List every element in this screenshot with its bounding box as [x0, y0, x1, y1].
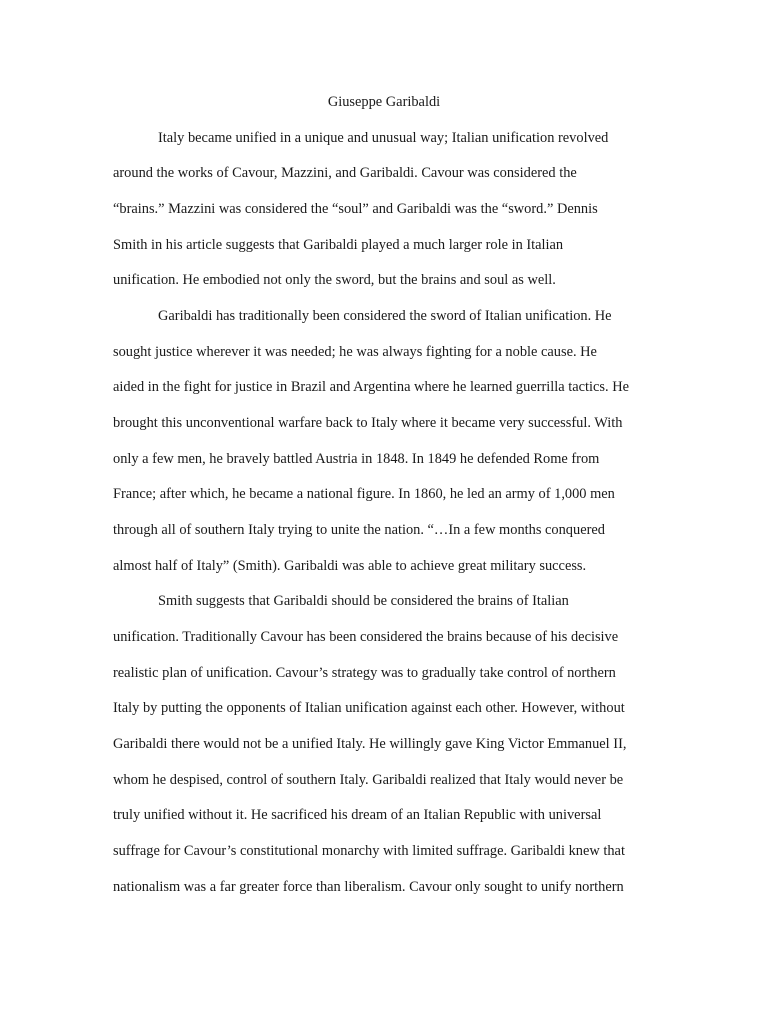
text-line: unification. He embodied not only the sword, but the brains and soul as well.: [113, 272, 556, 288]
text-line: Garibaldi there would not be a unified Italy. He willingly gave King Victor Emmanuel II,: [113, 736, 627, 752]
text-line: Italy became unified in a unique and unusual way; Italian unification revolved: [158, 130, 609, 146]
text-line: “brains.” Mazzini was considered the “soul” and Garibaldi was the “sword.” Dennis: [113, 201, 598, 217]
text-line: only a few men, he bravely battled Austria in 1848. In 1849 he defended Rome from: [113, 451, 600, 467]
text-line: unification. Traditionally Cavour has been considered the brains because of his decisive: [113, 629, 619, 645]
text-line: realistic plan of unification. Cavour’s strategy was to gradually take control of northern: [113, 665, 616, 681]
text-line: truly unified without it. He sacrificed his dream of an Italian Republic with universal: [113, 807, 602, 823]
text-line: through all of southern Italy trying to unite the nation. “…In a few months conquered: [113, 522, 605, 538]
text-line: brought this unconventional warfare back to Italy where it became very successful. With: [113, 415, 623, 431]
text-line: aided in the fight for justice in Brazil and Argentina where he learned guerrilla tactics. He: [113, 379, 630, 395]
text-line: Italy by putting the opponents of Italian unification against each other. However, without: [113, 700, 625, 716]
text-line: Smith suggests that Garibaldi should be considered the brains of Italian: [158, 593, 569, 609]
document-title: Giuseppe Garibaldi: [327, 94, 441, 110]
text-line: almost half of Italy” (Smith). Garibaldi was able to achieve great military success.: [113, 558, 587, 574]
text-line: suffrage for Cavour’s constitutional monarchy with limited suffrage. Garibaldi knew that: [113, 843, 625, 859]
text-line: nationalism was a far greater force than liberalism. Cavour only sought to unify northern: [113, 879, 624, 895]
text-line: Garibaldi has traditionally been considered the sword of Italian unification. He: [158, 308, 612, 324]
text-line: France; after which, he became a national figure. In 1860, he led an army of 1,000 men: [113, 486, 615, 502]
text-line: sought justice wherever it was needed; he was always fighting for a noble cause. He: [113, 344, 597, 360]
text-line: Smith in his article suggests that Garibaldi played a much larger role in Italian: [113, 237, 564, 253]
text-line: whom he despised, control of southern Italy. Garibaldi realized that Italy would never be: [113, 772, 624, 788]
text-line: around the works of Cavour, Mazzini, and Garibaldi. Cavour was considered the: [113, 165, 577, 181]
